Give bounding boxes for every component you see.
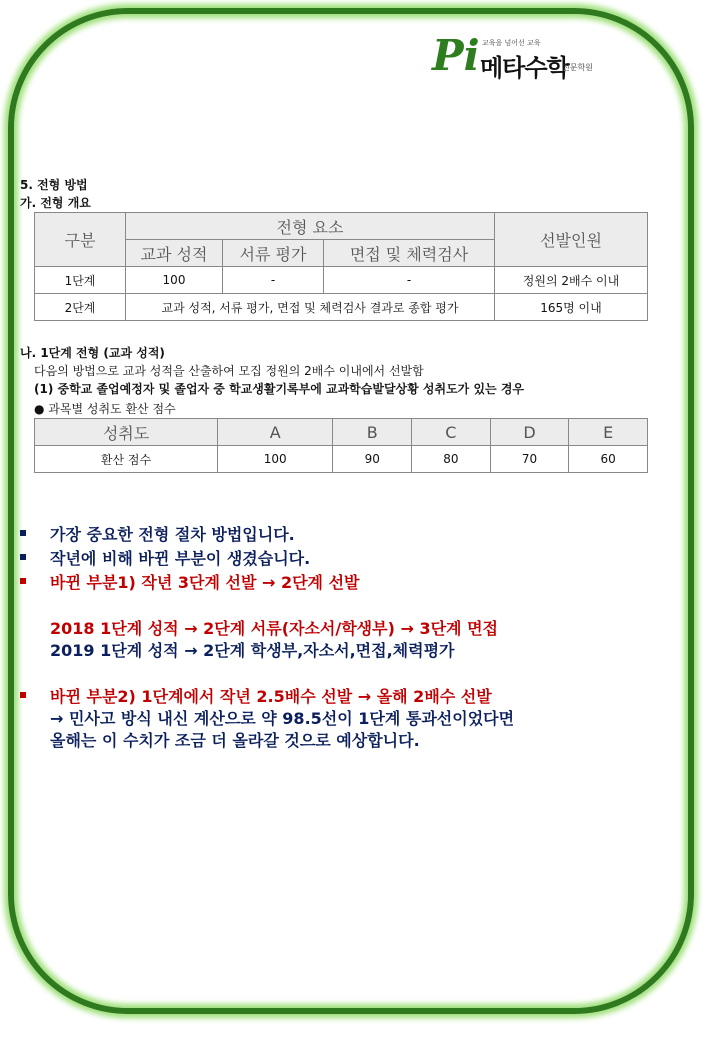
- cell-score-a: 100: [218, 446, 333, 473]
- score-table-caption: ● 과목별 성취도 환산 점수: [34, 402, 176, 416]
- page-frame: [8, 8, 694, 1014]
- header-grade-d: D: [490, 419, 569, 446]
- header-elements: 전형 요소: [126, 213, 495, 240]
- cell-stage: 1단계: [35, 267, 126, 294]
- header-grade-c: C: [412, 419, 491, 446]
- table-row: [35, 294, 648, 321]
- header-grades: 교과 성적: [126, 240, 223, 267]
- header-grade-a: A: [218, 419, 333, 446]
- table-row: [35, 446, 648, 473]
- table-row: [35, 267, 648, 294]
- cell-row-label: 환산 점수: [35, 446, 218, 473]
- cell-score-c: 80: [412, 446, 491, 473]
- header-docs: 서류 평가: [223, 240, 324, 267]
- cell-docs: -: [223, 267, 324, 294]
- note-line-7: → 민사고 방식 내신 계산으로 약 98.5선이 1단계 통과선이었다면: [50, 709, 515, 728]
- header-grade-b: B: [333, 419, 412, 446]
- bullet-icon: [20, 578, 26, 584]
- header-grade-e: E: [569, 419, 648, 446]
- note-line-1: 가장 중요한 전형 절차 방법입니다.: [50, 525, 295, 544]
- selection-table: [34, 212, 648, 321]
- note-line-5: 2019 1단계 성적 → 2단계 학생부,자소서,면접,체력평가: [50, 641, 455, 660]
- description: 다음의 방법으로 교과 성적을 산출하여 모집 정원의 2배수 이내에서 선발함: [34, 364, 424, 378]
- cell-quota: 정원의 2배수 이내: [495, 267, 648, 294]
- header-gubun: 구분: [35, 213, 126, 267]
- logo: [432, 31, 602, 82]
- bullet-icon: [20, 530, 26, 536]
- condition: (1) 중학교 졸업예정자 및 졸업자 중 학교생활기록부에 교과학습발달상황 성취도가 있는 경우: [34, 382, 525, 396]
- cell-score-b: 90: [333, 446, 412, 473]
- note-line-3: 바뀐 부분1) 작년 3단계 선발 → 2단계 선발: [50, 573, 360, 592]
- cell-score-e: 60: [569, 446, 648, 473]
- bullet-icon: [20, 554, 26, 560]
- note-line-8: 올해는 이 수치가 조금 더 올라갈 것으로 예상합니다.: [50, 731, 420, 750]
- cell-stage: 2단계: [35, 294, 126, 321]
- section-title: 5. 전형 방법: [20, 178, 88, 192]
- header-interview: 면접 및 체력검사: [324, 240, 495, 267]
- logo-name: 메타수학: [480, 54, 569, 82]
- logo-tagline: 교육을 넘어선 교육: [482, 39, 541, 47]
- note-line-6: 바뀐 부분2) 1단계에서 작년 2.5배수 선발 → 올해 2배수 선발: [50, 687, 492, 706]
- subsection-a-title: 가. 전형 개요: [20, 196, 91, 210]
- logo-sub: 전문학원: [562, 63, 593, 72]
- logo-mark: Pi: [432, 31, 480, 80]
- score-table: [34, 418, 648, 473]
- cell-combined: 교과 성적, 서류 평가, 면접 및 체력검사 결과로 종합 평가: [126, 294, 495, 321]
- note-line-2: 작년에 비해 바뀐 부분이 생겼습니다.: [50, 549, 311, 568]
- cell-quota: 165명 이내: [495, 294, 648, 321]
- header-quota: 선발인원: [495, 213, 648, 267]
- cell-score-d: 70: [490, 446, 569, 473]
- note-line-4: 2018 1단계 성적 → 2단계 서류(자소서/학생부) → 3단계 면접: [50, 619, 498, 638]
- cell-grades: 100: [126, 267, 223, 294]
- cell-interview: -: [324, 267, 495, 294]
- bullet-icon: [20, 692, 26, 698]
- header-achievement: 성취도: [35, 419, 218, 446]
- subsection-b-title: 나. 1단계 전형 (교과 성적): [20, 346, 165, 360]
